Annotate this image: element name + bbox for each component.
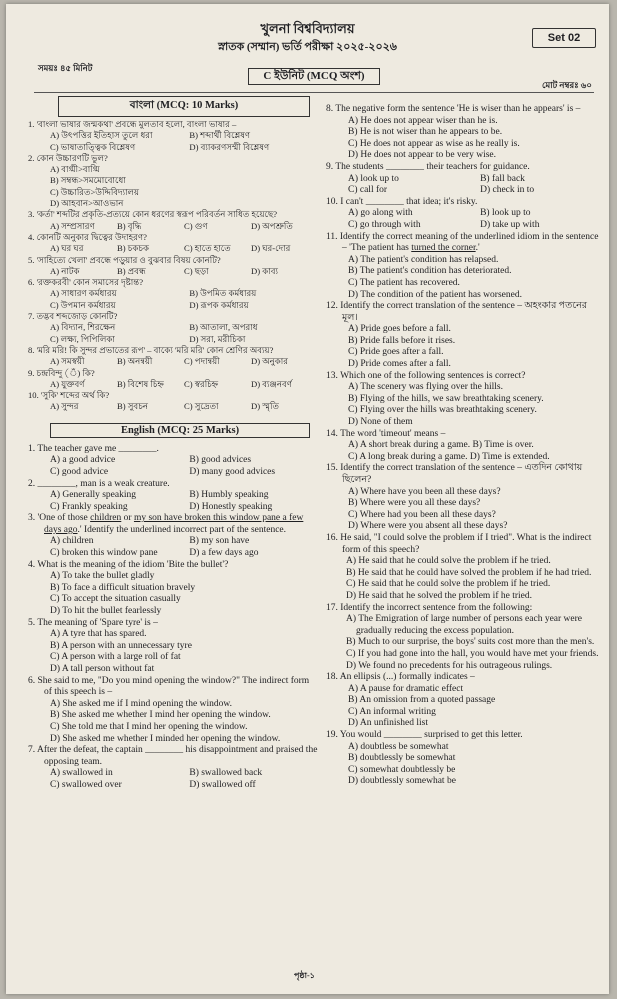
question-stem: 6. She said to me, "Do you mind opening the window?" The indirect form of this speech is – bbox=[28, 675, 310, 698]
answer-option: B) good advices bbox=[189, 455, 252, 466]
question-item bbox=[28, 311, 318, 345]
question-stem: 4. কোনটি অনুকার দ্বিত্বের উদাহরণ? bbox=[28, 231, 147, 242]
answer-option: C) ভাষাতাত্ত্বিক বিশ্লেষণ bbox=[50, 141, 136, 152]
options-grid bbox=[28, 243, 318, 254]
answer-option: B) আতালা, অপরাধ bbox=[189, 322, 258, 333]
question-stem-mid: or bbox=[121, 513, 134, 524]
question-stem: 14. The word 'timeout' means – bbox=[326, 428, 446, 439]
answer-option: C) A long break during a game. D) Time is extended. bbox=[348, 451, 550, 462]
answer-option: A) swallowed in bbox=[50, 768, 113, 779]
answer-option: D) take up with bbox=[480, 219, 540, 230]
answer-option: A) সাধারণ কর্মধারয় bbox=[50, 288, 117, 299]
answer-option: B) সম্বন্ধ>সমমোবোধো bbox=[50, 175, 126, 186]
answer-option: C) A person with a large roll of fat bbox=[50, 652, 181, 663]
answer-option: D) Honestly speaking bbox=[189, 501, 273, 512]
answer-option: A) সুন্দর bbox=[50, 401, 79, 412]
question-text bbox=[28, 390, 318, 401]
question-text bbox=[28, 209, 318, 220]
answer-option: D) We found no precedents for his outrageous rulings. bbox=[346, 660, 553, 671]
question-item bbox=[28, 444, 318, 479]
exam-time: সময়ঃ ৪৫ মিনিট bbox=[38, 63, 93, 73]
question-stem: 8. The negative form the sentence 'He is wiser than he appears' is – bbox=[326, 104, 581, 114]
answer-option: D) রূপক কর্মধারয় bbox=[189, 299, 249, 310]
answer-option: C) broken this window pane bbox=[50, 548, 158, 559]
answer-option: C) somewhat doubtlessly be bbox=[348, 764, 456, 775]
answer-option: D) স্মৃতি bbox=[251, 401, 279, 412]
options-grid bbox=[28, 266, 318, 277]
answer-option: D) a few days ago bbox=[189, 548, 259, 559]
answer-option: B) বিশেষ চিহ্ন bbox=[117, 378, 164, 389]
answer-option: B) He said that he could have solved the problem if he had tried. bbox=[346, 567, 592, 578]
question-item bbox=[28, 390, 318, 413]
question-text bbox=[28, 745, 318, 768]
question-text bbox=[28, 345, 318, 356]
question-item bbox=[28, 345, 318, 368]
answer-option: B) Where were you all these days? bbox=[348, 498, 481, 509]
exam-page bbox=[6, 4, 609, 994]
answer-option: D) many good advices bbox=[189, 466, 276, 477]
answer-option: C) call for bbox=[348, 185, 388, 196]
question-item bbox=[326, 672, 602, 730]
answer-option: D) আহবান>আওভান bbox=[50, 198, 124, 209]
answer-option: C) পদান্বয়ী bbox=[184, 356, 220, 367]
answer-option: A) A pause for dramatic effect bbox=[348, 683, 464, 694]
right-column bbox=[326, 104, 602, 788]
question-stem: 9. The students ________ their teachers for guidance. bbox=[326, 161, 530, 172]
answer-option: D) check in to bbox=[480, 185, 535, 196]
answer-option: C) Where had you been all these days? bbox=[348, 509, 496, 520]
total-marks: মোট নম্বরঃ ৬০ bbox=[542, 80, 592, 90]
question-item bbox=[326, 463, 602, 533]
answer-option: A) Pride goes before a fall. bbox=[348, 324, 451, 335]
page-number: পৃষ্ঠা-১ bbox=[294, 971, 315, 980]
options-grid bbox=[326, 208, 602, 231]
question-item bbox=[326, 603, 602, 673]
answer-option: B) প্রবন্ধ bbox=[117, 265, 146, 276]
question-item bbox=[28, 676, 318, 746]
answer-option: B) A person with an unnecessary tyre bbox=[50, 640, 192, 651]
question-text bbox=[28, 618, 318, 630]
answer-option: A) The patient's condition has relapsed. bbox=[348, 254, 499, 265]
question-text bbox=[28, 153, 318, 164]
question-text bbox=[28, 560, 318, 572]
bangla-section-title: বাংলা (MCQ: 10 Marks) bbox=[58, 96, 310, 117]
answer-option: A) children bbox=[50, 536, 94, 547]
answer-option: D) সরা, মরীচিকা bbox=[189, 333, 246, 344]
question-text bbox=[28, 444, 318, 456]
answer-option: D) ব্যঞ্জনবর্ণ bbox=[251, 378, 292, 389]
answer-option: D) He does not appear to be very wise. bbox=[348, 150, 496, 161]
underlined-part: children bbox=[90, 513, 122, 524]
answer-option: C) সুদ্রেতা bbox=[184, 401, 219, 412]
answer-option: B) The patient's condition has deteriorated. bbox=[348, 266, 512, 277]
question-text bbox=[326, 197, 602, 209]
answer-option: A) A tyre that has spared. bbox=[50, 629, 147, 640]
question-text bbox=[326, 232, 602, 255]
answer-option: B) fall back bbox=[480, 173, 525, 184]
question-item bbox=[28, 277, 318, 311]
question-text bbox=[28, 232, 318, 243]
answer-option: A) বাগ্মী>বাগ্মি bbox=[50, 164, 100, 175]
answer-option: C) The patient has recovered. bbox=[348, 277, 460, 288]
question-text bbox=[326, 104, 602, 116]
question-text bbox=[326, 672, 602, 684]
answer-option: B) He is not wiser than he appears to be. bbox=[348, 127, 503, 138]
answer-option: A) The scenery was flying over the hills. bbox=[348, 382, 503, 393]
question-item bbox=[326, 162, 602, 197]
answer-option: C) She told me that I mind her opening the window. bbox=[50, 721, 248, 732]
question-stem-end: .' bbox=[475, 243, 480, 254]
question-item bbox=[28, 368, 318, 391]
question-stem: 10. I can't ________ that idea; it's risky. bbox=[326, 196, 478, 207]
answer-option: C) Pride goes after a fall. bbox=[348, 347, 444, 358]
question-item bbox=[28, 255, 318, 278]
question-text bbox=[28, 368, 318, 379]
question-stem: 3. 'কর্তা' শব্দটির প্রকৃতি-প্রত্যয়ে কোন ধরণের স্বরূপ পরিবর্তন সাধিত হয়েছে? bbox=[28, 209, 278, 220]
answer-option: D) Pride comes after a fall. bbox=[348, 359, 451, 370]
question-stem: 1. The teacher gave me ________. bbox=[28, 443, 159, 454]
question-item bbox=[28, 560, 318, 618]
answer-option: D) None of them bbox=[348, 417, 413, 428]
answer-option: A) a good advice bbox=[50, 455, 116, 466]
answer-option: D) অপশ্রুতি bbox=[251, 220, 293, 231]
question-text bbox=[28, 479, 318, 491]
question-stem: 12. Identify the correct translation of the sentence – অহংকার পতনের মূল। bbox=[326, 301, 587, 323]
answer-option: D) কাব্য bbox=[251, 265, 278, 276]
answer-option: B) শব্দার্থী বিশ্লেষণ bbox=[189, 130, 251, 141]
answer-option: A) নাটক bbox=[50, 265, 80, 276]
answer-option: B) Pride falls before it rises. bbox=[348, 335, 456, 346]
question-item bbox=[28, 618, 318, 676]
answer-option: A) Generally speaking bbox=[50, 490, 136, 501]
question-text bbox=[326, 730, 602, 742]
answer-option: D) She asked me whether I minded her opening the window. bbox=[50, 733, 281, 744]
question-item bbox=[28, 513, 318, 559]
answer-option: C) An informal writing bbox=[348, 706, 436, 717]
question-text bbox=[326, 603, 602, 615]
question-item bbox=[326, 104, 602, 162]
answer-option: D) A tall person without fat bbox=[50, 664, 155, 674]
options-grid bbox=[28, 322, 318, 345]
question-stem: 10. 'সুকি' শব্দের অর্থ কি? bbox=[28, 390, 110, 401]
question-text bbox=[326, 371, 602, 383]
question-text bbox=[326, 301, 602, 324]
question-stem: 11. Identify the correct meaning of the underlined idiom in the sentence – 'The patient has bbox=[326, 231, 599, 254]
english-section-title: English (MCQ: 25 Marks) bbox=[50, 423, 310, 438]
question-stem: 3. 'One of those bbox=[28, 513, 91, 524]
options-grid bbox=[28, 130, 318, 153]
question-stem: 18. An ellipsis (...) formally indicates – bbox=[326, 672, 475, 683]
question-stem: 19. You would ________ surprised to get this letter. bbox=[326, 730, 523, 741]
answer-option: D) ব্যাকরণসম্মী বিশ্লেষণ bbox=[189, 141, 270, 152]
question-text bbox=[28, 119, 318, 130]
exam-title: স্নাতক (সম্মান) ভর্তি পরীক্ষা ২০২৫-২০২৬ bbox=[218, 41, 397, 53]
question-text bbox=[326, 429, 602, 441]
underlined-part: my son have broken this window pane a few days ago bbox=[44, 513, 304, 535]
university-name: খুলনা বিশ্ববিদ্যালয় bbox=[260, 21, 355, 36]
question-stem: 9. চন্দ্রবিন্দু (ঁ) কি? bbox=[28, 367, 95, 378]
question-item bbox=[326, 533, 602, 603]
question-item bbox=[28, 153, 318, 209]
question-text bbox=[28, 311, 318, 322]
answer-option: C) উপমান কর্মধারয় bbox=[50, 299, 116, 310]
question-item bbox=[28, 479, 318, 514]
answer-option: B) To face a difficult situation bravely bbox=[50, 582, 196, 593]
answer-option: B) বৃদ্ধি bbox=[117, 220, 142, 231]
answer-option: C) Frankly speaking bbox=[50, 501, 128, 512]
answer-option: C) He does not appear as wise as he really is. bbox=[348, 138, 520, 149]
answer-option: B) my son have bbox=[189, 536, 250, 547]
answer-option: A) যুক্তবর্ণ bbox=[50, 378, 85, 389]
answer-option: B) An omission from a quoted passage bbox=[348, 695, 496, 706]
underlined-part: turned the corner bbox=[411, 243, 476, 254]
answer-option: B) উপমিত কর্মধারয় bbox=[189, 288, 257, 299]
answer-option: D) He said that he solved the problem if he tried. bbox=[346, 590, 532, 601]
question-item bbox=[326, 730, 602, 788]
answer-option: A) সম্প্রসারণ bbox=[50, 220, 95, 231]
question-item bbox=[326, 371, 602, 429]
question-text bbox=[326, 533, 602, 556]
question-stem: 7. After the defeat, the captain ________ his disappointment and praised the opposing team. bbox=[28, 745, 318, 767]
answer-option: B) swallowed back bbox=[189, 768, 263, 779]
bangla-questions bbox=[28, 119, 318, 413]
question-item bbox=[28, 119, 318, 153]
english-questions-left bbox=[28, 444, 318, 792]
answer-option: A) He does not appear wiser than he is. bbox=[348, 115, 498, 126]
question-stem: 4. What is the meaning of the idiom 'Bite the bullet'? bbox=[28, 559, 229, 570]
answer-option: D) ঘর-দোর bbox=[251, 243, 291, 254]
question-text bbox=[28, 513, 318, 536]
answer-option: A) The Emigration of large number of persons each year were gradually reducing the excess population. bbox=[346, 614, 583, 636]
options-grid bbox=[28, 288, 318, 311]
answer-option: C) To accept the situation casually bbox=[50, 594, 181, 605]
answer-option: D) Where were you absent all these days? bbox=[348, 521, 508, 532]
answer-option: A) To take the bullet gladly bbox=[50, 571, 155, 582]
answer-option: D) The condition of the patient has worsened. bbox=[348, 289, 522, 300]
options-grid bbox=[28, 455, 318, 478]
answer-option: B) চকচক bbox=[117, 243, 150, 254]
answer-option: C) Flying over the hills was breathtaking scenery. bbox=[348, 405, 537, 416]
answer-option: D) An unfinished list bbox=[348, 718, 428, 729]
question-item bbox=[326, 232, 602, 302]
question-stem: 17. Identify the incorrect sentence from the following: bbox=[326, 602, 533, 613]
options-grid bbox=[28, 221, 318, 232]
english-questions-right bbox=[326, 104, 602, 788]
question-stem: 8. 'মরি মরি! কি সুন্দর প্রভাতের রূপ' – বাক্যে 'মরি মরি' কোন শ্রেণির অব্যয়? bbox=[28, 344, 274, 355]
answer-option: D) To hit the bullet fearlessly bbox=[50, 606, 162, 617]
answer-option: A) বিদ্যান, শিরক্ষেন bbox=[50, 322, 116, 333]
answer-option: B) She asked me whether I mind her opening the window. bbox=[50, 710, 271, 721]
answer-option: C) ছড়া bbox=[184, 265, 209, 276]
question-stem: 1. 'বাংলা ভাষার জন্মকথা' প্রবন্ধে মুলতাব হলো, বাংলা ভাষার – bbox=[28, 119, 237, 129]
answer-option: C) উচ্চারিত>উদ্দিবিদ্যালয় bbox=[50, 186, 140, 197]
question-stem: 2. কোন উচ্চারণটি ভুল? bbox=[28, 152, 108, 163]
question-item bbox=[326, 197, 602, 232]
question-stem: 5. The meaning of 'Spare tyre' is – bbox=[28, 617, 158, 628]
options-grid bbox=[28, 356, 318, 367]
answer-option: B) Much to our surprise, the boys' suits cost more than the men's. bbox=[346, 637, 595, 648]
question-text bbox=[326, 162, 602, 174]
options-grid bbox=[28, 379, 318, 390]
answer-option: C) go through with bbox=[348, 219, 421, 230]
question-text bbox=[326, 463, 602, 486]
answer-option: D) swallowed off bbox=[189, 779, 256, 790]
options-grid bbox=[28, 401, 318, 412]
answer-option: C) স্বরচিহ্ন bbox=[184, 378, 219, 389]
answer-option: C) good advice bbox=[50, 466, 109, 477]
options-grid bbox=[28, 490, 318, 513]
question-stem: 13. Which one of the following sentences is correct? bbox=[326, 370, 526, 381]
question-item bbox=[326, 301, 602, 371]
answer-option: C) swallowed over bbox=[50, 779, 122, 790]
answer-option: C) লক্ষ্য, পিপিলিকা bbox=[50, 333, 115, 344]
options-grid bbox=[28, 536, 318, 559]
answer-option: B) অনন্বয়ী bbox=[117, 356, 153, 367]
options-grid bbox=[326, 174, 602, 197]
header-divider bbox=[34, 92, 594, 93]
question-text bbox=[28, 277, 318, 288]
answer-option: C) গুণ bbox=[184, 220, 208, 231]
answer-option: A) look up to bbox=[348, 173, 399, 184]
answer-option: A) উৎপত্তির ইতিহাস তুলে ধরা bbox=[50, 130, 153, 141]
answer-option: C) He said that he could solve the problem if he tried. bbox=[346, 579, 551, 590]
question-stem: 5. 'সাহিত্যে খেলা' প্রবন্ধে পড়ুয়ার ও বুঝবার বিষয় কোনটি? bbox=[28, 254, 221, 265]
question-item bbox=[28, 232, 318, 255]
answer-option: D) doubtlessly somewhat be bbox=[348, 776, 456, 787]
question-item bbox=[326, 429, 602, 464]
options-grid bbox=[28, 768, 318, 791]
question-text bbox=[28, 255, 318, 266]
question-text bbox=[28, 676, 318, 699]
question-stem: 2. ________, man is a weak creature. bbox=[28, 478, 170, 489]
question-stem-end: .' Identify the underlined incorrect part of the sentence. bbox=[77, 524, 287, 535]
answer-option: C) হাতে হাতে bbox=[184, 243, 231, 254]
answer-option: A) ঘর ঘর bbox=[50, 243, 84, 254]
question-item bbox=[28, 745, 318, 791]
answer-option: A) A short break during a game. B) Time is over. bbox=[348, 440, 534, 451]
answer-option: D) অনুকার bbox=[251, 356, 289, 367]
question-stem: 15. Identify the correct translation of the sentence – এতদিন কোথায় ছিলেন? bbox=[326, 463, 583, 485]
question-stem: 6. 'রক্তকরবী' কোন সমাসের দৃষ্টান্ত? bbox=[28, 277, 144, 288]
answer-option: B) Humbly speaking bbox=[189, 490, 269, 501]
set-badge: Set 02 bbox=[532, 28, 596, 48]
answer-option: B) সুবচন bbox=[117, 401, 148, 412]
answer-option: C) If you had gone into the hall, you would have met your friends. bbox=[346, 648, 599, 659]
question-stem: 7. তদ্ভব শব্দজোড় কোনটি? bbox=[28, 311, 118, 322]
answer-option: A) সমস্বয়ী bbox=[50, 356, 85, 367]
answer-option: A) go along with bbox=[348, 208, 413, 219]
question-stem: 16. He said, "I could solve the problem if I tried". What is the indirect form of this speech? bbox=[326, 532, 592, 555]
answer-option: A) She asked me if I mind opening the window. bbox=[50, 698, 232, 709]
answer-option: A) He said that he could solve the problem if he tried. bbox=[346, 556, 551, 567]
answer-option: B) Flying of the hills, we saw breathtaking scenery. bbox=[348, 393, 544, 404]
unit-title: C ইউনিট (MCQ অংশ) bbox=[248, 68, 380, 85]
left-column bbox=[28, 96, 318, 792]
answer-option: B) doubtlessly be somewhat bbox=[348, 753, 456, 764]
answer-option: B) look up to bbox=[480, 208, 531, 219]
answer-option: A) Where have you been all these days? bbox=[348, 486, 501, 497]
question-item bbox=[28, 209, 318, 232]
answer-option: A) doubtless be somewhat bbox=[348, 741, 449, 752]
